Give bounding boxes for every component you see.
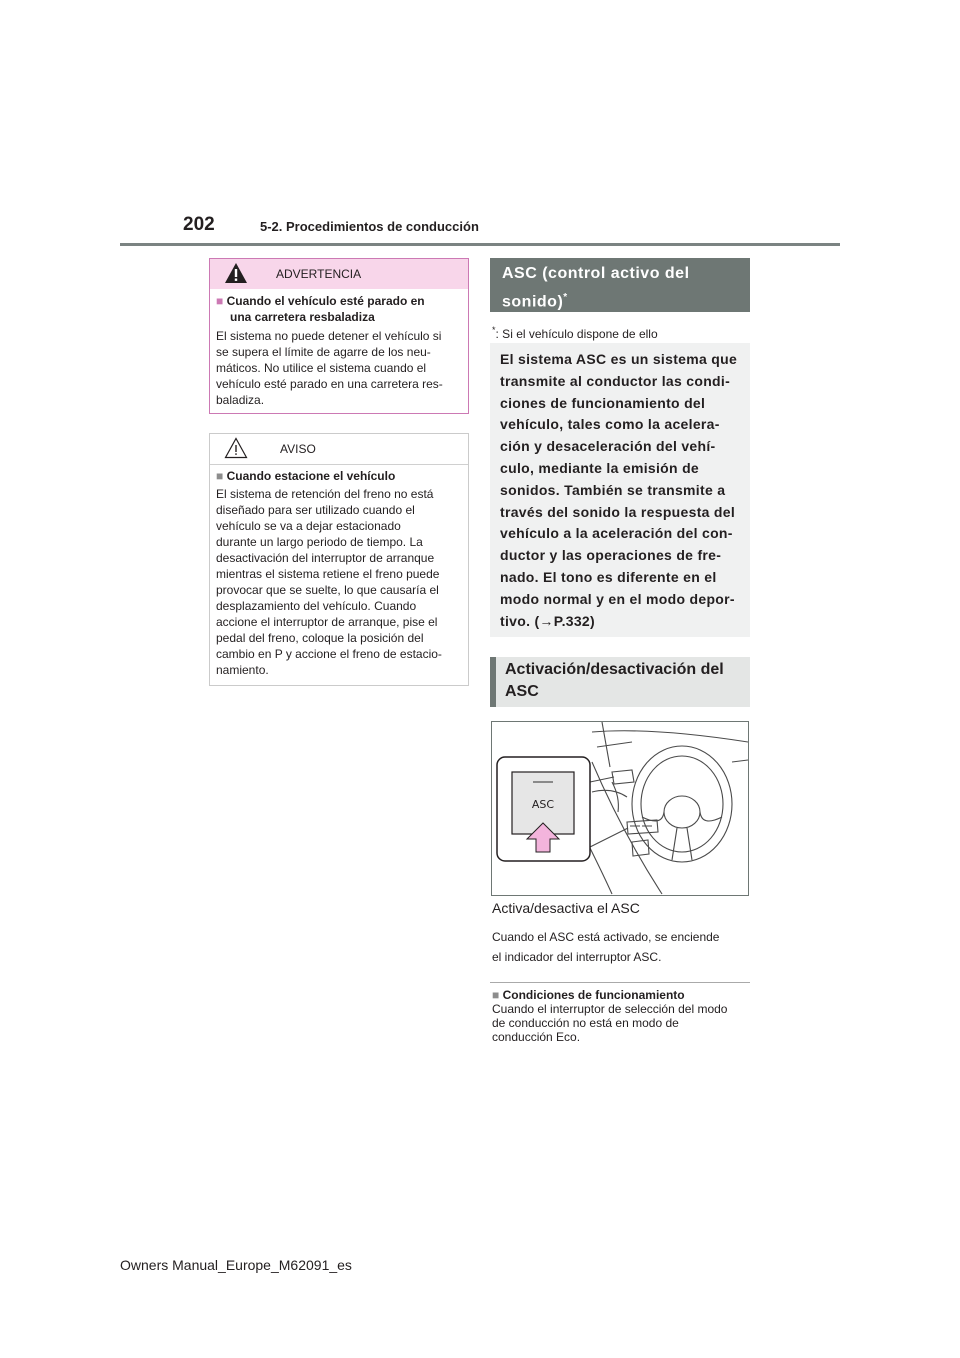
activation-title-bar (490, 657, 750, 707)
asc-title-bar (490, 258, 750, 312)
figure-caption: Activa/desactiva el ASC (492, 900, 640, 916)
aviso-label: AVISO (280, 442, 316, 456)
advertencia-label: ADVERTENCIA (276, 267, 362, 281)
asc-footnote: *: Si el vehículo dispone de ello (492, 325, 658, 341)
asc-button-label: ASC (531, 798, 555, 811)
aviso-bullet-title: ■ Cuando estacione el vehículo (216, 469, 396, 483)
advertencia-header (210, 259, 468, 289)
footer-doc-id: Owners Manual_Europe_M62091_es (120, 1257, 352, 1273)
advertencia-body: El sistema no puede detener el vehículo si se supera el límite de agarre de los neu- máticos. No utilice el sistema cuando el vehículo esté parado en una carretera res- baladiza. (216, 329, 443, 407)
advertencia-bullet-title: ■ Cuando el vehículo esté parado en una carretera resbaladiza (216, 294, 425, 324)
page-reference-link[interactable]: tivo. (→P.332) (500, 612, 595, 629)
asc-switch-illustration (491, 721, 749, 896)
activation-title: Activación/desactivación del ASC (505, 661, 724, 700)
header-rule (120, 243, 840, 246)
conditions-section: ■ Condiciones de funcionamiento Cuando el interruptor de selección del modo de conducción no está en modo de conducción Eco. (492, 988, 728, 1044)
aviso-body: El sistema de retención del freno no está diseñado para ser utilizado cuando el vehículo se va a dejar estacionado durante un largo periodo de tiempo. La desactivación del interruptor de arranque mientras el sistema retiene el freno puede provocar que se suelte, lo que causaría el desplazamiento del vehículo. Cuando accione el interruptor de arranque, pise el pedal del freno, coloque la posición del cambio en P y accione el freno de estacio- namiento. (216, 487, 442, 677)
aviso-box (209, 433, 469, 686)
section-divider (490, 982, 750, 983)
asc-title: ASC (control activo del sonido)* (502, 265, 690, 311)
caution-triangle-icon (224, 437, 248, 459)
conditions-title: Condiciones de funcionamiento (502, 988, 685, 1002)
asc-summary-text: El sistema ASC es un sistema que transmite al conductor las condi- ciones de funcionamiento del vehículo, tales como la acelera- ción y desaceleración del vehí- culo, mediante la emisión de sonidos. También se transmite a través del sonido la respuesta del vehículo a la aceleración del con- ductor y las operaciones de fre- nado. El tono es diferente en el modo normal y en el modo depor- tivo. (→P.332) (500, 349, 746, 632)
activation-description: Cuando el ASC está activado, se enciende el indicador del interruptor ASC. (492, 930, 720, 964)
page-number: 202 (183, 214, 215, 235)
warning-triangle-icon (224, 262, 248, 284)
asc-summary-box (490, 343, 750, 637)
section-title: 5-2. Procedimientos de conducción (260, 219, 479, 234)
dashboard-drawing (492, 722, 748, 895)
advertencia-box (209, 258, 469, 414)
aviso-header (210, 434, 468, 465)
